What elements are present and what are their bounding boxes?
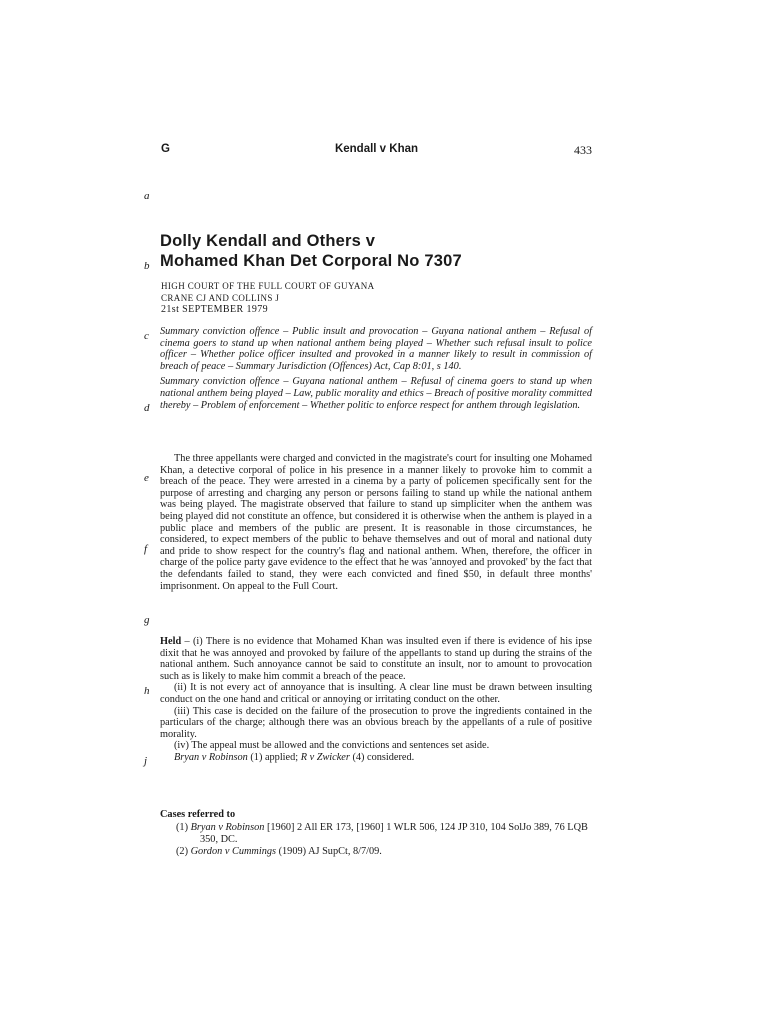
judgment-date: 21st SEPTEMBER 1979: [161, 304, 269, 315]
margin-letter-a: a: [144, 190, 150, 202]
case-title-line-2: Mohamed Khan Det Corporal No 7307: [160, 252, 462, 270]
margin-letter-d: d: [144, 402, 150, 414]
case-title: [160, 231, 600, 271]
margin-letter-h: h: [144, 685, 150, 697]
case-number: (2): [176, 846, 191, 857]
applied-case-1-note: (1) applied;: [247, 751, 301, 763]
considered-case: R v Zwicker: [300, 751, 350, 763]
case-number: (1): [176, 822, 191, 833]
margin-letter-c: c: [144, 330, 149, 342]
case-citation: [176, 822, 592, 846]
applied-case-1: Bryan v Robinson: [174, 751, 248, 763]
held-label: Held: [160, 636, 182, 647]
case-reference: (1909) AJ SupCt, 8/7/09.: [276, 846, 382, 857]
running-header: [161, 143, 592, 159]
margin-letter-e: e: [144, 472, 149, 484]
headnote-facts: [160, 453, 592, 592]
held-ii: (ii) It is not every act of annoyance that is insulting. A clear line must be drawn between insulting conduct on the one hand and critical or annoying or irritating conduct on the other.: [160, 682, 592, 705]
held-section: [160, 636, 592, 764]
page-number: 433: [574, 143, 592, 157]
margin-letter-b: b: [144, 260, 150, 272]
running-title: Kendall v Khan: [334, 143, 419, 155]
case-citation: [176, 846, 592, 858]
held-i-text: – (i) There is no evidence that Mohamed Khan was insulted even if there is evidence of his ipse dixit that he was annoyed and provoked by failure of the appellants to stand up during the strains of the national anthem. Such annoyance cannot be said to constitute an insult, nor to amount to provocation such as is likely to make him commit a breach of the peace.: [160, 636, 592, 682]
case-title-line-1: Dolly Kendall and Others v: [160, 232, 376, 250]
catchword-paragraph-2: Summary conviction offence – Guyana national anthem – Refusal of cinema goers to stand up when national anthem being played – Law, public morality and ethics – Breach of positive morality committed thereby – Problem of enforcement – Whether politic to enforce respect for anthem through legislation.: [160, 376, 592, 411]
held-iv: (iv) The appeal must be allowed and the convictions and sentences set aside.: [174, 740, 490, 752]
catchword-paragraph-1: Summary conviction offence – Public insult and provocation – Guyana national anthem – Refusal of cinema goers to stand up when national anthem being played – Whether such refusal insult to police officer – Whether police officer insulted and provoked in a manner likely to result in commission of breach of peace – Summary Jurisdiction (Offences) Act, Cap 8:01, s 140.: [160, 326, 592, 372]
considered-case-note: (4) considered.: [349, 751, 415, 763]
judges: CRANE CJ AND COLLINS J: [161, 293, 280, 303]
margin-letter-g: g: [144, 614, 150, 626]
court-info: [161, 280, 591, 316]
margin-letter-j: j: [144, 755, 148, 767]
cases-referred-heading: Cases referred to: [160, 809, 236, 820]
cases-referred-list: [176, 822, 592, 858]
held-applied: [160, 752, 592, 764]
catchwords: [160, 326, 592, 411]
facts-paragraph: The three appellants were charged and convicted in the magistrate's court for insulting one Mohamed Khan, a detective corporal of police in his presence in a manner likely to provoke him to commit a breach of the peace. They were arrested in a cinema by a party of policemen specifically sent for the purpose of arresting and charging any person or persons failing to stand up while the national anthem was being played. The magistrate observed that failure to stand up simpliciter when the anthem was being played did not constitute an offence, but considered it is otherwise when the anthem is played in a public place and members of the public are present. It is reasonable in those circumstances, he considered, to expect members of the public to behave themselves and out of moral and national duty and pride to show respect for the country's flag and national anthem. When, therefore, the officer in charge of the police party gave evidence to the effect that he was 'annoyed and provoked' by the fact that the defendants failed to stand, they were each convicted and fined $50, in default three months' imprisonment. On appeal to the Full Court.: [160, 453, 592, 592]
case-reference: [1960] 2 All ER 173, [1960] 1 WLR 506, 124 JP 310, 104 SolJo 389, 76 LQB 350, DC.: [200, 822, 588, 845]
section-letter: G: [161, 143, 170, 155]
margin-letter-f: f: [144, 543, 148, 555]
case-name: Bryan v Robinson: [190, 822, 265, 833]
held-iii: (iii) This case is decided on the failure of the prosecution to prove the ingredients contained in the particulars of the charge; although there was an obvious breach by the appellants of a rule of positive morality.: [160, 705, 592, 740]
court-name: HIGH COURT OF THE FULL COURT OF GUYANA: [161, 281, 375, 291]
held-i: [160, 636, 592, 682]
case-name: Gordon v Cummings: [190, 846, 277, 857]
